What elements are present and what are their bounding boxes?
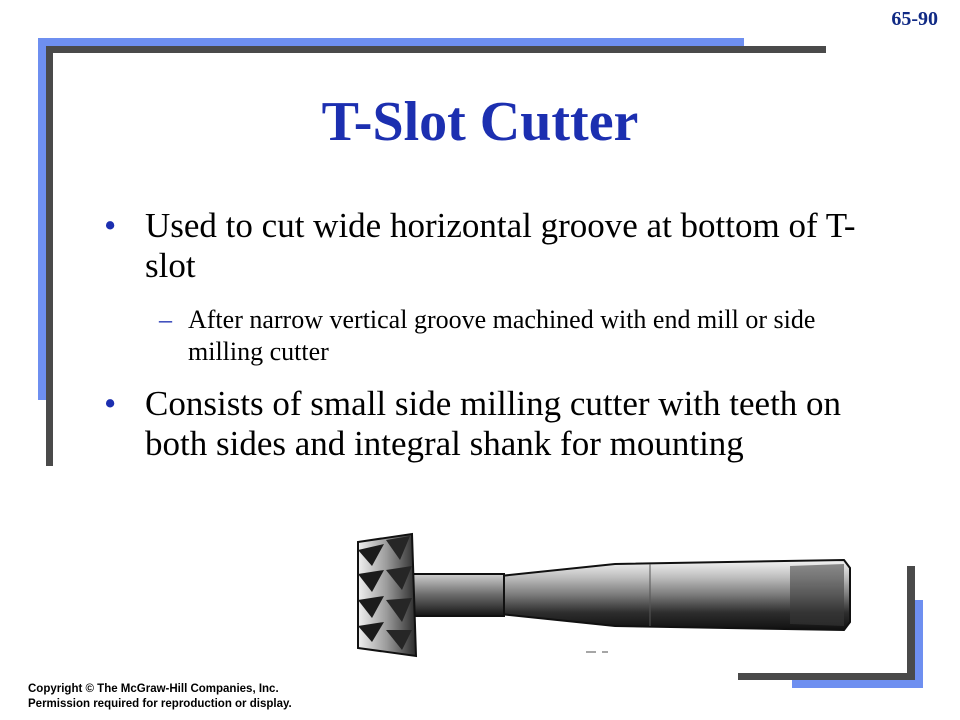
permission-line: Permission required for reproduction or display. xyxy=(28,698,292,710)
slide-body xyxy=(104,206,864,464)
dash-icon: – xyxy=(159,305,172,334)
page-number: 65-90 xyxy=(891,8,938,30)
sub-bullet-text: After narrow vertical groove machined with end mill or side milling cutter xyxy=(188,305,816,366)
frame-bottom-right-blue-vertical xyxy=(915,600,923,688)
frame-bottom-right-dark-horizontal xyxy=(738,673,915,680)
frame-top-left-dark-horizontal xyxy=(46,46,826,53)
t-slot-cutter-icon xyxy=(350,530,860,660)
bullet-text: Used to cut wide horizontal groove at bottom of T-slot xyxy=(145,206,856,285)
bullet-text: Consists of small side milling cutter with teeth on both sides and integral shank for mounting xyxy=(145,384,842,463)
bullet-item xyxy=(104,206,864,286)
bullet-icon: • xyxy=(104,206,117,245)
frame-top-left-blue-vertical xyxy=(38,38,46,400)
bullet-icon: • xyxy=(104,384,117,423)
frame-bottom-right-blue-horizontal xyxy=(792,680,923,688)
copyright-line: Copyright © The McGraw-Hill Companies, Inc. xyxy=(28,683,279,695)
frame-top-left-blue-horizontal xyxy=(38,38,744,46)
copyright-notice xyxy=(28,682,292,712)
t-slot-cutter-figure xyxy=(350,530,860,660)
bullet-item xyxy=(104,384,864,464)
slide-title: T-Slot Cutter xyxy=(321,91,639,153)
sub-bullet-item xyxy=(159,304,848,368)
frame-bottom-right-dark-vertical xyxy=(907,566,915,680)
